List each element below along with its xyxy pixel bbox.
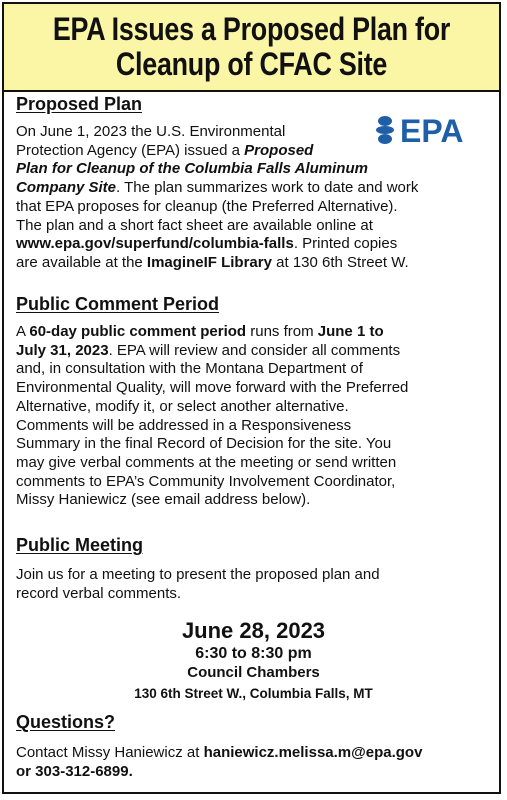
heading-public-meeting: Public Meeting <box>16 535 144 555</box>
public-meeting-body: Join us for a meeting to present the proposed plan and record verbal comments. <box>16 566 380 602</box>
meeting-date: June 28, 2023 <box>181 618 326 643</box>
epa-url: www.epa.gov/superfund/columbia-falls <box>16 235 294 253</box>
meeting-time: 6:30 to 8:30 pm <box>195 645 312 662</box>
questions-body: Contact Missy Haniewicz at haniewicz.melissa.m@epa.gov or 303-312-6899. <box>16 744 423 780</box>
heading-questions: Questions? <box>16 712 116 732</box>
meeting-address: 130 6th Street W., Columbia Falls, MT <box>134 686 373 701</box>
epa-logo-text: EPA <box>400 114 464 146</box>
contact-phone: or 303-312-6899. <box>16 762 133 780</box>
title-banner <box>4 4 499 92</box>
public-comment-body: A 60-day public comment period runs from June 1 to July 31, 2023. EPA will review and consider all comments and, in consultation with the Montana Department of Environmental Quality, will move forward with the Preferred Alternative, modify it, or select another alternative. Comments will be addressed in a Responsiveness Summary in the final Record of Decision for the site. You may give verbal comments at the meeting or send written comments to EPA’s Community Involvement Coordinator, Missy Haniewicz (see email address below). <box>16 323 409 509</box>
title-line-1: EPA Issues a Proposed Plan for <box>52 11 451 47</box>
meeting-venue: Council Chambers <box>187 664 320 681</box>
contact-email: haniewicz.melissa.m@epa.gov <box>203 744 423 761</box>
page-title <box>44 12 460 82</box>
title-line-2: Cleanup of CFAC Site <box>115 46 388 82</box>
proposed-plan-body: On June 1, 2023 the U.S. Environmental Protection Agency (EPA) issued a Proposed Plan for Cleanup of the Columbia Falls Aluminum Company Site. The plan summarizes work to date and work that EPA proposes for cleanup (the Preferred Alternative). The plan and a short fact sheet are available online at www.epa.gov/superfund/columbia-falls. Printed copies are available at the ImagineIF Library at 130 6th Street W. <box>16 123 419 271</box>
heading-proposed-plan: Proposed Plan <box>16 94 143 114</box>
heading-public-comment-period: Public Comment Period <box>16 294 220 314</box>
